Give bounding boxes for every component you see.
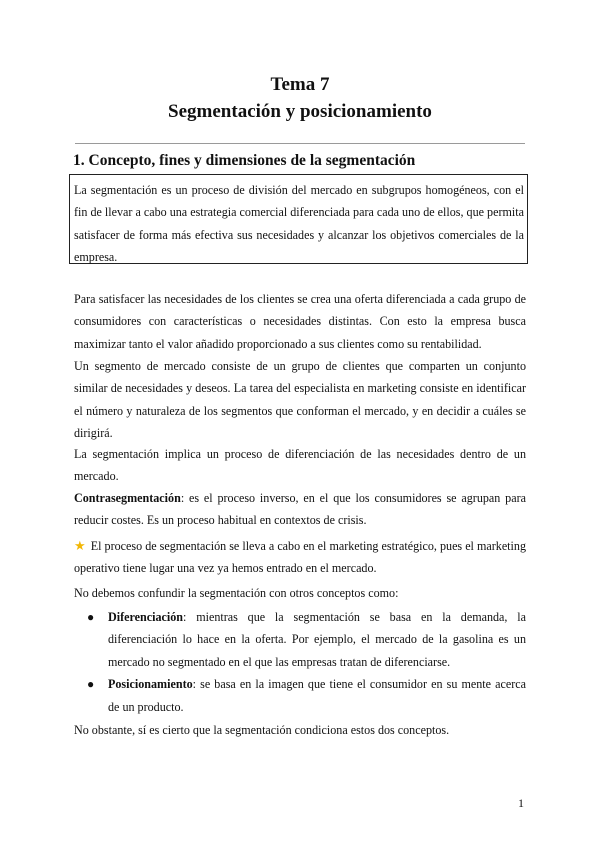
bullet-icon: ● xyxy=(87,677,95,692)
list-item xyxy=(74,673,526,718)
list-item-term: Diferenciación xyxy=(108,610,184,624)
contrasegmentacion-text: : es el proceso inverso, en el que los consumidores se agrupan para reducir costes. Es un proceso habitual en contextos de crisis. xyxy=(74,491,526,528)
paragraph-conclusion: No obstante, sí es cierto que la segmentación condiciona estos dos conceptos. xyxy=(74,723,450,737)
section-heading: 1. Concepto, fines y dimensiones de la segmentación xyxy=(73,152,416,169)
star-icon: ★ xyxy=(74,538,86,553)
paragraph-3: La segmentación implica un proceso de diferenciación de las necesidades dentro de un mercado. xyxy=(74,447,526,484)
paragraph-intro-list: No debemos confundir la segmentación con otros conceptos como: xyxy=(74,586,399,600)
term-contrasegmentacion: Contrasegmentación xyxy=(74,491,181,505)
bullet-icon: ● xyxy=(87,610,95,624)
paragraph-2: Un segmento de mercado consiste de un grupo de clientes que comparten un conjunto similar de necesidades y deseos. La tarea del especialista en marketing consiste en identificar el número y naturaleza de los segmentos que conforman el mercado, y en decidir a cuáles se dirigirá. xyxy=(74,359,526,441)
star-note-text: El proceso de segmentación se lleva a cabo en el marketing estratégico, pues el marketing operativo tiene lugar una vez ya hemos entrado en el mercado. xyxy=(74,539,526,576)
concepts-list xyxy=(74,606,526,718)
definition-box xyxy=(69,174,528,264)
definition-text: La segmentación es un proceso de división del mercado en subgrupos homogéneos, con el fin de llevar a cabo una estrategia comercial diferenciada para cada uno de ellos, que permita satisfacer de forma más efectiva sus necesidades y alcanzar los objetivos comerciales de la empresa. xyxy=(74,183,524,265)
list-item-text: : se basa en la imagen que tiene el consumidor en su mente acerca de un producto. xyxy=(108,677,526,714)
list-item-text: : mientras que la segmentación se basa en la demanda, la diferenciación lo hace en la oferta. Por ejemplo, el mercado de la gasolina es un mercado no segmentado en el que las empresas tratan de diferenciarse. xyxy=(108,610,526,669)
paragraph-1: Para satisfacer las necesidades de los clientes se crea una oferta diferenciada a cada grupo de consumidores con características o necesidades distintas. Con esto la empresa busca maximizar tanto el valor añadido proporcionado a sus clientes como su rentabilidad. xyxy=(74,292,526,351)
list-item xyxy=(74,606,526,673)
list-item-term: Posicionamiento xyxy=(108,677,193,692)
page-title: Segmentación y posicionamiento xyxy=(168,101,432,122)
paragraph-star-note xyxy=(74,535,526,580)
paragraph-contrasegmentacion xyxy=(74,487,526,532)
topic-title: Tema 7 xyxy=(270,74,330,95)
page-number: 1 xyxy=(518,796,524,810)
title-divider xyxy=(75,143,525,144)
